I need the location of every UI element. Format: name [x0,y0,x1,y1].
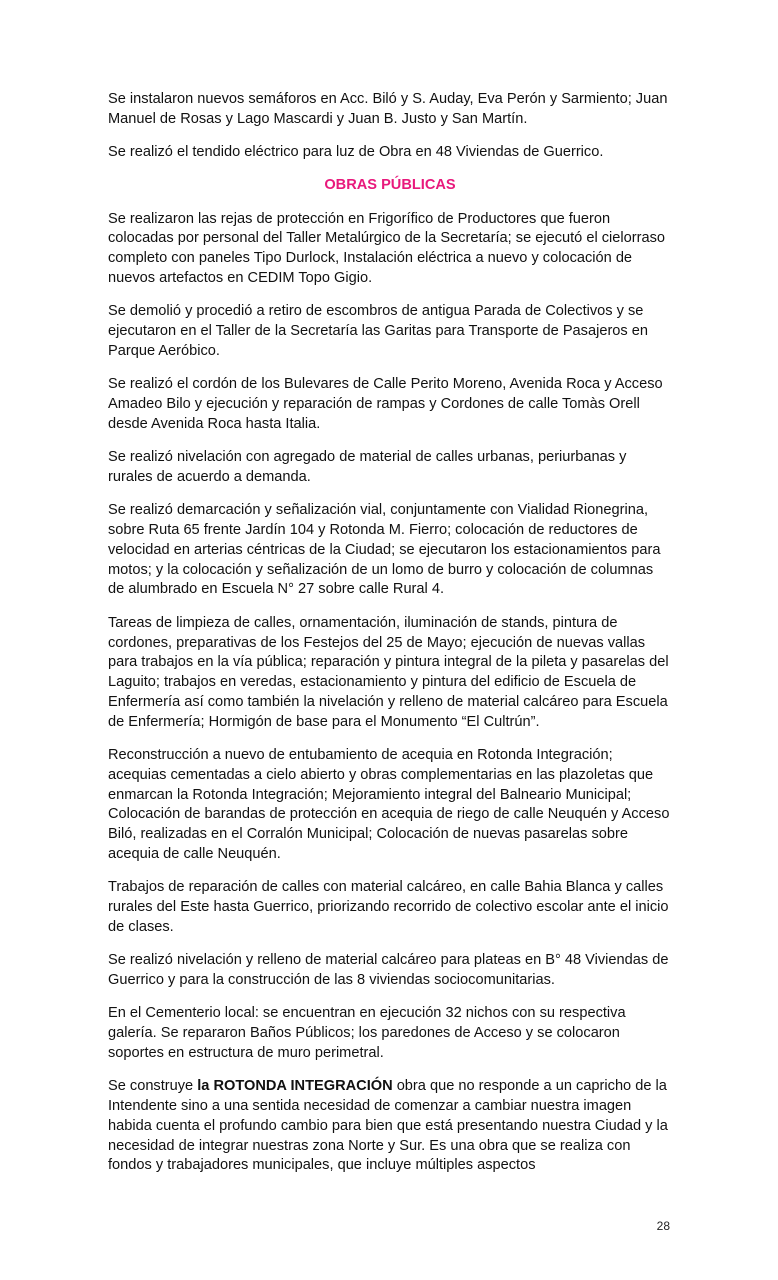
paragraph: Se demolió y procedió a retiro de escombros de antigua Parada de Colectivos y se ejecutaron en el Taller de la Secretaría las Garitas para Transporte de Pasajeros en Parque Aeróbico. [108,303,649,359]
paragraph: Se realizaron las rejas de protección en Frigorífico de Productores que fueron colocadas por personal del Taller Metalúrgico de la Secretaría; se ejecutó el cielorraso completo con paneles Tipo Durlock, Instalación eléctrica a nuevo y colocación de nuevos artefactos en CEDIM Topo Gigio. [108,210,666,287]
paragraph: Se realizó el cordón de los Bulevares de Calle Perito Moreno, Avenida Roca y Acceso Amadeo Bilo y ejecución y reparación de rampas y Cordones de calle Tomàs Orell desde Avenida Roca hasta Italia. [108,376,663,432]
paragraph: Se realizó nivelación con agregado de material de calles urbanas, periurbanas y rurales de acuerdo a demanda. [108,449,627,485]
page-number: 28 [656,1219,670,1233]
paragraph-rotonda [108,1077,672,1176]
paragraph-text: Se construye [108,1078,198,1095]
paragraph-tendido-electrico: Se realizó el tendido eléctrico para luz de Obra en 48 Viviendas de Guerrico. [108,144,604,161]
paragraph: Trabajos de reparación de calles con material calcáreo, en calle Bahia Blanca y calles rurales del Este hasta Guerrico, priorizando recorrido de colectivo escolar ante el inicio de clases. [108,879,669,935]
paragraph-semaforos: Se instalaron nuevos semáforos en Acc. Biló y S. Auday, Eva Perón y Sarmiento; Juan Manuel de Rosas y Lago Mascardi y Juan B. Justo y San Martín. [108,91,668,127]
page-body [108,90,672,1190]
section-heading: OBRAS PÚBLICAS [324,177,456,194]
paragraph: Tareas de limpieza de calles, ornamentación, iluminación de stands, pintura de cordones, preparativas de los Festejos del 25 de Mayo; ejecución de nuevas vallas para trabajos en la vía pública; reparación y pintura integral de la pileta y pasarelas del Laguito; trabajos en veredas, estacionamiento y pintura del edificio de Escuela de Enfermería así como también la nivelación y relleno de material calcáreo para Escuela de Enfermería; Hormigón de base para el Monumento “El Cultrún”. [108,614,669,730]
paragraph: Se realizó nivelación y relleno de material calcáreo para plateas en B° 48 Viviendas de Guerrico y para la construcción de las 8 viviendas sociocomunitarias. [108,952,669,988]
paragraph-text: obra que no responde a un capricho de la Intendente sino a una sentida necesidad de comenzar a cambiar nuestra imagen habida cuenta el profundo cambio para bien que está presentando nuestra Ciudad y la necesidad de integrar nuestras zona Norte y Sur. Es una obra que se realiza con fondos y trabajadores municipales, que incluye múltiples aspectos [108,1078,668,1174]
paragraph: Se realizó demarcación y señalización vial, conjuntamente con Vialidad Rionegrina, sobre Ruta 65 frente Jardín 104 y Rotonda M. Fierro; colocación de reductores de velocidad en arterias céntricas de la Ciudad; se ejecutaron los estacionamientos para motos; y la colocación y señalización de un lomo de burro y colocación de columnas de alumbrado en Escuela N° 27 sobre calle Rural 4. [108,502,661,598]
paragraph: En el Cementerio local: se encuentran en ejecución 32 nichos con su respectiva galería. Se repararon Baños Públicos; los paredones de Acceso y se colocaron soportes en estructura de muro perimetral. [108,1005,626,1061]
bold-text: la ROTONDA INTEGRACIÓN [197,1078,393,1095]
paragraph: Reconstrucción a nuevo de entubamiento de acequia en Rotonda Integración; acequias cementadas a cielo abierto y obras complementarias en las plazoletas que enmarcan la Rotonda Integración; Mejoramiento integral del Balneario Municipal; Colocación de barandas de protección en acequia de riego de calle Neuquén y Acceso Biló, realizadas en el Corralón Municipal; Colocación de nuevas pasarelas sobre acequia de calle Neuquén. [108,747,670,862]
